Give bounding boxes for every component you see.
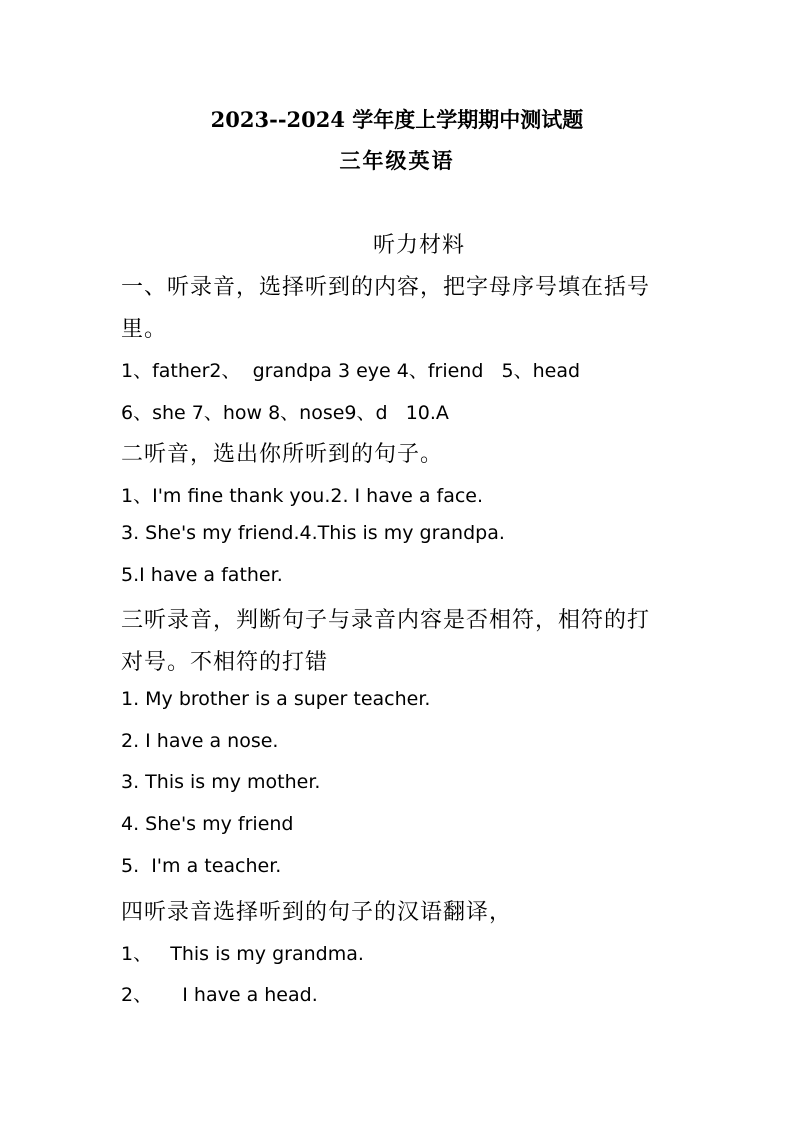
section3-item: 5. I'm a teacher. bbox=[121, 855, 282, 877]
section2-heading: 二听音，选出你所听到的句子。 bbox=[121, 442, 444, 467]
section4-item: 2、 I have a head. bbox=[121, 984, 318, 1006]
section1-heading-line1: 一、听录音，选择听到的内容，把字母序号填在括号 bbox=[121, 275, 651, 300]
section1-heading-line2: 里。 bbox=[121, 317, 168, 342]
section3-item: 3. This is my mother. bbox=[121, 771, 321, 793]
section3-item: 4. She's my friend bbox=[121, 813, 294, 835]
section4-heading: 四听录音选择听到的句子的汉语翻译， bbox=[121, 900, 513, 925]
section3-item: 1. My brother is a super teacher. bbox=[121, 688, 431, 710]
section3-heading-line1: 三听录音，判断句子与录音内容是否相符，相符的打 bbox=[121, 608, 651, 633]
section4-item: 1、 This is my grandma. bbox=[121, 943, 364, 965]
section1-items-line1: 1、father2、 grandpa 3 eye 4、friend 5、head bbox=[121, 360, 581, 382]
section3-item: 2. I have a nose. bbox=[121, 730, 279, 752]
exam-subtitle-grade: 三年级英语 bbox=[339, 148, 455, 173]
section1-items-line2: 6、she 7、how 8、nose9、d 10.A bbox=[121, 402, 449, 424]
section2-items-line3: 5.I have a father. bbox=[121, 564, 283, 586]
section2-items-line2: 3. She's my friend.4.This is my grandpa. bbox=[121, 522, 505, 544]
listening-material-heading: 听力材料 bbox=[372, 233, 465, 258]
section3-heading-line2: 对号。不相符的打错 bbox=[121, 650, 329, 675]
section2-items-line1: 1、I'm fine thank you.2. I have a face. bbox=[121, 485, 484, 507]
exam-title: 2023--2024 学年度上学期期中测试题 bbox=[210, 107, 584, 132]
